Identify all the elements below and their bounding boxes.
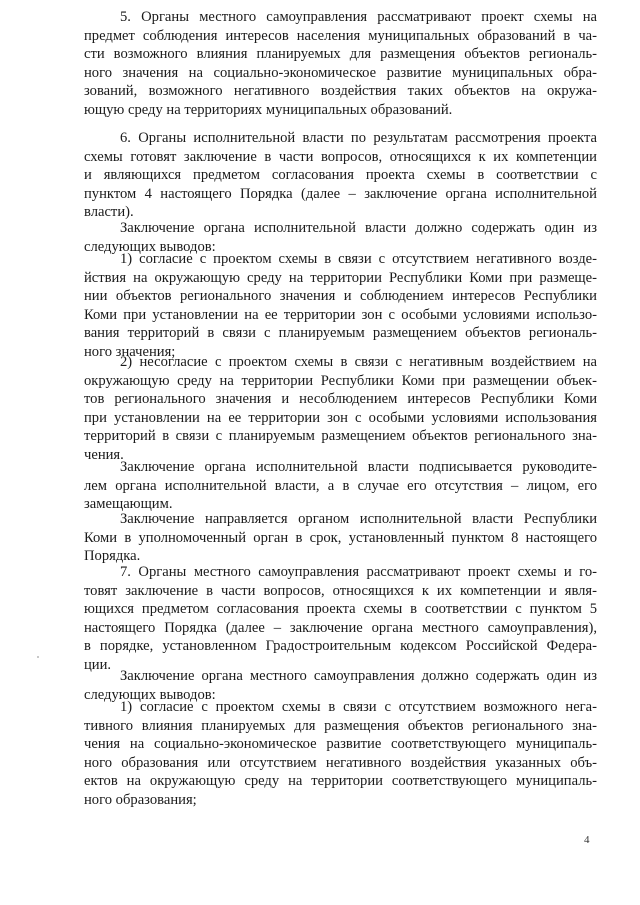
text-line: Заключение направляется органом исполнительной власти Республики <box>120 511 597 527</box>
text-line: чения. <box>84 446 124 463</box>
text-line: нии объектов регионального значения и соблюдением интересов Республики <box>84 288 597 305</box>
text-line: и являющихся предметом согласования проекта схемы в соответствии с <box>84 167 597 184</box>
text-line: товят заключение в части вопросов, относящихся к их компетенции и явля- <box>84 582 597 599</box>
text-line: окружающую среду на территории Республики Коми при размещении объек- <box>84 372 597 389</box>
text-line: сти возможного влияния планируемых для размещения объектов региональ- <box>84 46 597 63</box>
text-line: Коми при установлении на ее территории зон с особыми условиями использо- <box>84 306 597 323</box>
text-line: настоящего Порядка (далее – заключение органа местного самоуправления), <box>84 619 597 636</box>
text-line: Заключение органа исполнительной власти должно содержать один из <box>120 220 597 236</box>
text-line: ного значения; <box>84 343 176 360</box>
text-line: 5. Органы местного самоуправления рассматривают проект схемы на <box>120 9 597 25</box>
text-line: Порядка. <box>84 548 141 565</box>
text-line: следующих выводов: <box>84 686 216 703</box>
paragraph-signing <box>84 458 597 514</box>
text-line: ного образования или отсутствием негативного воздействия указанных объ- <box>84 754 597 771</box>
page-number: 4 <box>584 834 590 846</box>
text-line: предмет соблюдения интересов населения муниципальных образований в ча- <box>84 27 597 44</box>
text-line: Коми в уполномоченный орган в срок, установленный пунктом 8 настоящего <box>84 529 597 546</box>
text-line: йствия на окружающую среду на территории Республики Коми при размеще- <box>84 269 597 286</box>
text-line: чения на социально-экономическое развитие соответствующего муниципаль- <box>84 736 597 753</box>
paragraph-local-agreement <box>84 698 597 810</box>
text-line: ектов на окружающую среду на территории соответствующего муниципаль- <box>84 773 597 790</box>
text-line: в порядке, установленном Градостроительным кодексом Российской Федера- <box>84 638 597 655</box>
text-line: 1) согласие с проектом схемы в связи с отсутствием возможного нега- <box>120 699 597 715</box>
text-line: ного значения на социально-экономическое развитие муниципальных обра- <box>84 64 597 81</box>
text-line: Заключение органа исполнительной власти подписывается руководите- <box>120 459 597 475</box>
text-line: схемы готовят заключение в части вопросов, относящихся к их компетенции <box>84 148 597 165</box>
paragraph-item-5 <box>84 8 597 120</box>
text-line: ющую среду на территориях муниципальных образований. <box>84 101 453 118</box>
text-line: при установлении на ее территории зон с особыми условиями использования <box>84 409 597 426</box>
text-line: власти). <box>84 204 134 221</box>
text-line: 1) согласие с проектом схемы в связи с отсутствием негативного возде- <box>120 251 597 267</box>
text-line: тивного влияния планируемых для размещения объектов регионального зна- <box>84 717 597 734</box>
paragraph-disagreement <box>84 353 597 465</box>
text-line: территорий в связи с планируемым размещением объектов регионального зна- <box>84 428 597 445</box>
text-line: пунктом 4 настоящего Порядка (далее – заключение органа исполнительной <box>84 185 597 202</box>
text-line: 7. Органы местного самоуправления рассматривают проект схемы и го- <box>120 564 597 580</box>
paragraph-item-6 <box>84 129 597 222</box>
paragraph-submission <box>84 510 597 566</box>
paragraph-item-7 <box>84 563 597 675</box>
text-line: ции. <box>84 656 112 673</box>
text-line: 2) несогласие с проектом схемы в связи с негативным воздействием на <box>120 354 597 370</box>
text-line: замещающим. <box>84 496 173 513</box>
text-line: 6. Органы исполнительной власти по результатам рассмотрения проекта <box>120 130 597 146</box>
text-line: вания территорий в связи с планируемым размещением объектов региональ- <box>84 325 597 342</box>
text-line: следующих выводов: <box>84 238 216 255</box>
text-line: ющихся предметом согласования проекта схемы в соответствии с пунктом 5 <box>84 601 597 618</box>
scan-artifact <box>37 656 39 658</box>
text-line: Заключение органа местного самоуправления должно содержать один из <box>120 668 597 684</box>
document-page <box>84 0 597 905</box>
paragraph-agreement <box>84 250 597 362</box>
text-line: ного образования; <box>84 791 197 808</box>
text-line: зований, возможного негативного воздействия таких объектов на окружа- <box>84 83 597 100</box>
text-line: тов регионального значения и несоблюдением интересов Республики Коми <box>84 391 597 408</box>
text-line: лем органа исполнительной власти, а в случае его отсутствия – лицом, его <box>84 477 597 494</box>
